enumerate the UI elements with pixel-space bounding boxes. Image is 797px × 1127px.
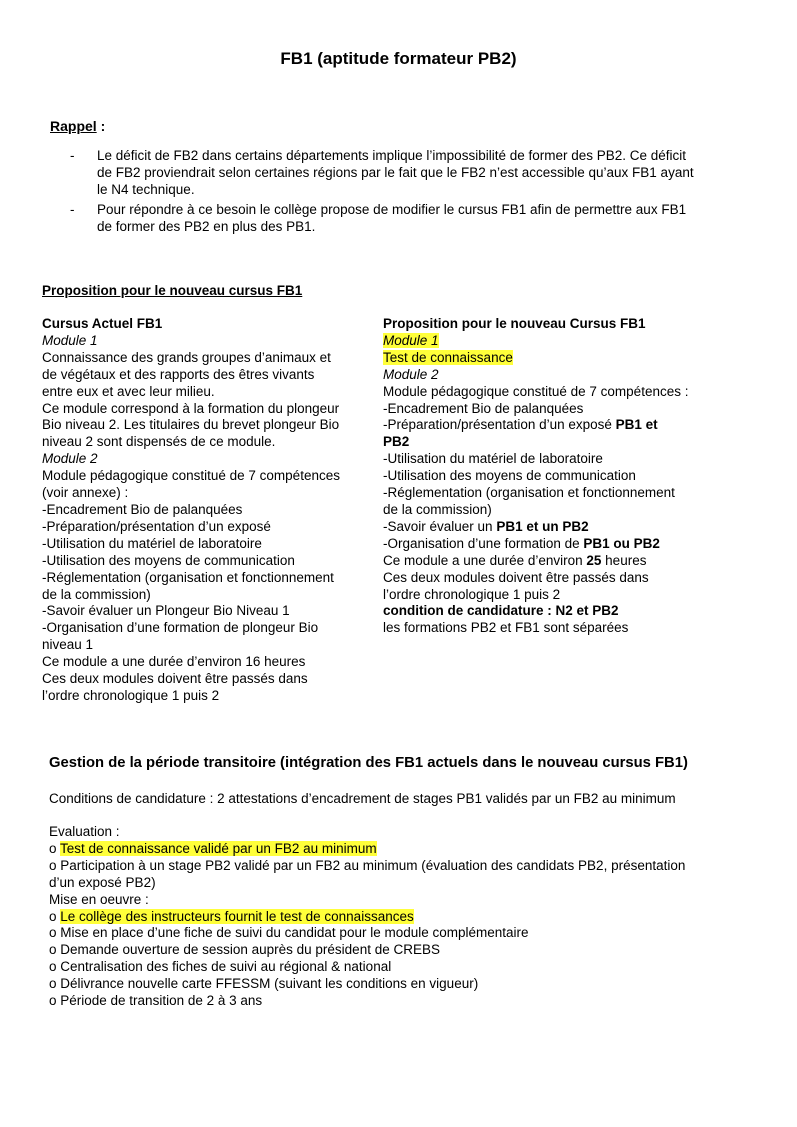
dash-bullet: - (70, 148, 75, 163)
gestion-heading: Gestion de la période transitoire (intégration des FB1 actuels dans le nouveau cursus FB1) (49, 755, 688, 771)
text-line: -Préparation/présentation d’un exposé PB1 et (383, 417, 658, 433)
text-line: les formations PB2 et FB1 sont séparées (383, 620, 629, 636)
text-line: -Utilisation des moyens de communication (383, 468, 636, 484)
text-line: Ce module a une durée d’environ 25 heures (383, 552, 647, 568)
text-line: Module pédagogique constitué de 7 compétences : (383, 383, 689, 399)
new-cursus-heading: Proposition pour le nouveau Cursus FB1 (383, 316, 646, 331)
text-line: l’ordre chronologique 1 puis 2 (42, 687, 220, 703)
text-line: Ce module a une durée d’environ 16 heures (42, 654, 306, 670)
rappel-label: Rappel (50, 118, 97, 134)
list-item: o Mise en place d’une fiche de suivi du candidat pour le module complémentaire (49, 925, 529, 941)
list-item: o Période de transition de 2 à 3 ans (49, 993, 263, 1009)
text-line: -Utilisation du matériel de laboratoire (42, 535, 262, 551)
text-line: -Organisation d’une formation de PB1 ou PB2 (383, 535, 660, 551)
text-line: niveau 2 sont dispensés de ce module. (42, 434, 276, 450)
text-line: Ces deux modules doivent être passés dans (383, 569, 649, 585)
document-title: FB1 (aptitude formateur PB2) (280, 49, 517, 68)
text-line: Ces deux modules doivent être passés dans (42, 671, 308, 687)
text-line: -Utilisation des moyens de communication (42, 552, 295, 568)
rappel-line: Pour répondre à ce besoin le collège propose de modifier le cursus FB1 afin de permettre aux FB1 (97, 202, 687, 217)
rappel-list (70, 147, 760, 238)
list-item: o Le collège des instructeurs fournit le test de connaissances (49, 908, 414, 924)
rappel-line: de former des PB2 en plus des PB1. (97, 219, 316, 234)
text-line: -Savoir évaluer un Plongeur Bio Niveau 1 (42, 603, 290, 619)
text-line: de la commission) (383, 501, 492, 517)
current-cursus-heading: Cursus Actuel FB1 (42, 316, 163, 331)
candidature-conditions: Conditions de candidature : 2 attestations d’encadrement de stages PB1 validés par un FB2 au minimum (49, 791, 676, 806)
dash-bullet: - (70, 202, 75, 217)
new-cursus-column (383, 316, 723, 637)
text-line: entre eux et avec leur milieu. (42, 383, 215, 399)
module-2-label: Module 2 (383, 366, 439, 382)
list-item: o Délivrance nouvelle carte FFESSM (suivant les conditions en vigueur) (49, 976, 479, 992)
text-line: Bio niveau 2. Les titulaires du brevet plongeur Bio (42, 417, 340, 433)
evaluation-label: Evaluation : (49, 824, 120, 839)
evaluation-section (49, 824, 769, 1010)
test-connaissance: Test de connaissance (383, 349, 513, 365)
text-line: (voir annexe) : (42, 485, 129, 501)
module-1-label: Module 1 (383, 332, 439, 348)
list-item: o Demande ouverture de session auprès du président de CREBS (49, 942, 440, 958)
rappel-item (70, 201, 760, 235)
module-2-label: Module 2 (42, 451, 98, 467)
current-cursus-column (42, 316, 372, 705)
candidature-condition: condition de candidature : N2 et PB2 (383, 603, 619, 619)
rappel-colon: : (96, 118, 106, 134)
text-line: niveau 1 (42, 637, 94, 653)
text-line: -Utilisation du matériel de laboratoire (383, 451, 603, 467)
text-line: -Préparation/présentation d’un exposé (42, 518, 271, 534)
rappel-heading (50, 118, 105, 135)
list-item: o Centralisation des fiches de suivi au régional & national (49, 959, 392, 975)
text-line: Module pédagogique constitué de 7 compétences (42, 468, 340, 484)
rappel-line: Le déficit de FB2 dans certains départements implique l’impossibilité de former des PB2. Ce déficit (97, 148, 687, 163)
list-item: o Participation à un stage PB2 validé par un FB2 au minimum (évaluation des candidats PB2, présentation (49, 857, 686, 873)
rappel-line: de FB2 proviendrait selon certaines régions par le fait que le FB2 n’est accessible qu’aux FB1 ayant (97, 165, 694, 180)
rappel-item (70, 147, 760, 198)
text-line: -Savoir évaluer un PB1 et un PB2 (383, 518, 589, 534)
text-line: -Organisation d’une formation de plongeur Bio (42, 620, 319, 636)
text-line: l’ordre chronologique 1 puis 2 (383, 586, 561, 602)
module-1-label: Module 1 (42, 332, 98, 348)
text-line: de végétaux et des rapports des êtres vivants (42, 366, 315, 382)
list-item: o Test de connaissance validé par un FB2 au minimum (49, 840, 377, 856)
rappel-line: le N4 technique. (97, 182, 195, 197)
mise-en-oeuvre-label: Mise en oeuvre : (49, 891, 149, 907)
text-line: Connaissance des grands groupes d’animaux et (42, 349, 331, 365)
text-line: de la commission) (42, 586, 151, 602)
text-line: PB2 (383, 434, 410, 450)
text-line: -Réglementation (organisation et fonctionnement (383, 485, 675, 501)
list-item-continuation: d’un exposé PB2) (49, 874, 156, 890)
text-line: -Encadrement Bio de palanquées (42, 501, 243, 517)
text-line: -Encadrement Bio de palanquées (383, 400, 584, 416)
text-line: Ce module correspond à la formation du plongeur (42, 400, 340, 416)
proposition-heading: Proposition pour le nouveau cursus FB1 (42, 283, 303, 298)
text-line: -Réglementation (organisation et fonctionnement (42, 569, 334, 585)
